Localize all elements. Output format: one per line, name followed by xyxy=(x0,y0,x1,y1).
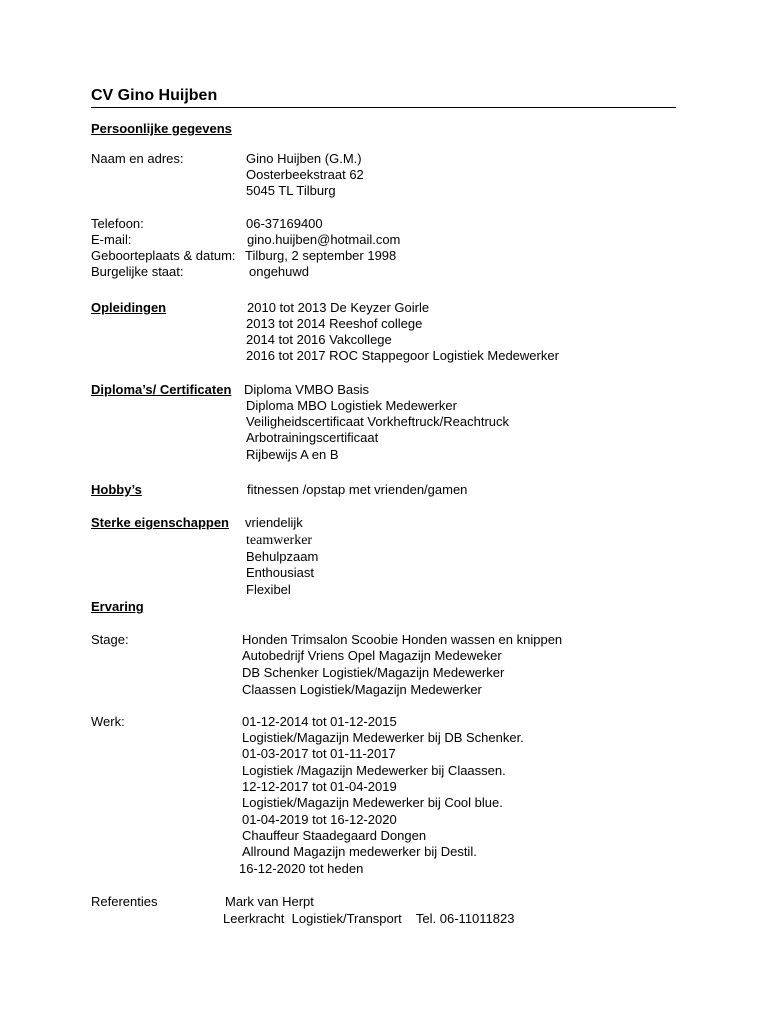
section-heading-hobbies: Hobby’s xyxy=(91,482,142,497)
section-heading-education: Opleidingen xyxy=(91,300,167,315)
work-line: Logistiek /Magazijn Medewerker bij Claassen. xyxy=(242,763,506,778)
strength-item: Behulpzaam xyxy=(246,549,319,564)
diploma-line: Diploma MBO Logistiek Medewerker xyxy=(246,398,457,413)
internship-line: Claassen Logistiek/Magazijn Medewerker xyxy=(242,682,482,697)
work-line: 01-12-2014 tot 01-12-2015 xyxy=(242,714,397,729)
email-label: E-mail: xyxy=(91,232,132,247)
internship-label: Stage: xyxy=(91,632,129,647)
work-line: Logistiek/Magazijn Medewerker bij DB Schenker. xyxy=(242,730,524,745)
education-line: 2016 tot 2017 ROC Stappegoor Logistiek Medewerker xyxy=(246,348,559,363)
work-line: Chauffeur Staadegaard Dongen xyxy=(242,828,427,843)
work-line: Allround Magazijn medewerker bij Destil. xyxy=(242,844,477,859)
strength-item: teamwerker xyxy=(246,533,313,548)
strength-item: vriendelijk xyxy=(245,515,303,530)
title-divider xyxy=(91,107,676,108)
address-city: 5045 TL Tilburg xyxy=(246,183,336,198)
phone-value: 06-37169400 xyxy=(246,216,323,231)
birth-value: Tilburg, 2 september 1998 xyxy=(245,248,397,263)
hobbies-text: fitnessen /opstap met vrienden/gamen xyxy=(247,482,468,497)
section-heading-strengths: Sterke eigenschappen xyxy=(91,515,229,530)
work-line: 01-03-2017 tot 01-11-2017 xyxy=(242,746,396,761)
civil-status-value: ongehuwd xyxy=(249,264,309,279)
education-line: 2010 tot 2013 De Keyzer Goirle xyxy=(247,300,430,315)
work-line: 12-12-2017 tot 01-04-2019 xyxy=(242,779,397,794)
education-line: 2013 tot 2014 Reeshof college xyxy=(246,316,423,331)
section-heading-diplomas: Diploma’s/ Certificaten xyxy=(91,382,232,397)
birth-label: Geboorteplaats & datum: xyxy=(91,248,236,263)
internship-line: Honden Trimsalon Scoobie Honden wassen en knippen xyxy=(242,632,563,647)
phone-label: Telefoon: xyxy=(91,216,144,231)
email-value: gino.huijben@hotmail.com xyxy=(247,232,401,247)
page-title: CV Gino Huijben xyxy=(91,87,218,104)
reference-detail: Leerkracht Logistiek/Transport Tel. 06-11011823 xyxy=(223,911,515,926)
education-line: 2014 tot 2016 Vakcollege xyxy=(246,332,392,347)
civil-status-label: Burgelijke staat: xyxy=(91,264,184,279)
address-street: Oosterbeekstraat 62 xyxy=(246,167,364,182)
work-line: 01-04-2019 tot 16-12-2020 xyxy=(242,812,397,827)
internship-line: Autobedrijf Vriens Opel Magazijn Medeweker xyxy=(242,648,502,663)
strength-item: Flexibel xyxy=(246,582,291,597)
name-line: Gino Huijben (G.M.) xyxy=(246,151,362,166)
section-heading-personal: Persoonlijke gegevens xyxy=(91,121,232,136)
diploma-line: Diploma VMBO Basis xyxy=(244,382,369,397)
reference-name: Mark van Herpt xyxy=(225,894,314,909)
section-heading-experience: Ervaring xyxy=(91,599,144,614)
work-line: 16-12-2020 tot heden xyxy=(239,861,364,876)
diploma-line: Rijbewijs A en B xyxy=(246,447,339,462)
name-label: Naam en adres: xyxy=(91,151,184,166)
strength-item: Enthousiast xyxy=(246,565,314,580)
internship-line: DB Schenker Logistiek/Magazijn Medewerker xyxy=(242,665,505,680)
diploma-line: Arbotrainingscertificaat xyxy=(246,430,379,445)
diploma-line: Veiligheidscertificaat Vorkheftruck/Reachtruck xyxy=(246,414,510,429)
work-line: Logistiek/Magazijn Medewerker bij Cool blue. xyxy=(242,795,503,810)
references-label: Referenties xyxy=(91,894,158,909)
work-label: Werk: xyxy=(91,714,125,729)
